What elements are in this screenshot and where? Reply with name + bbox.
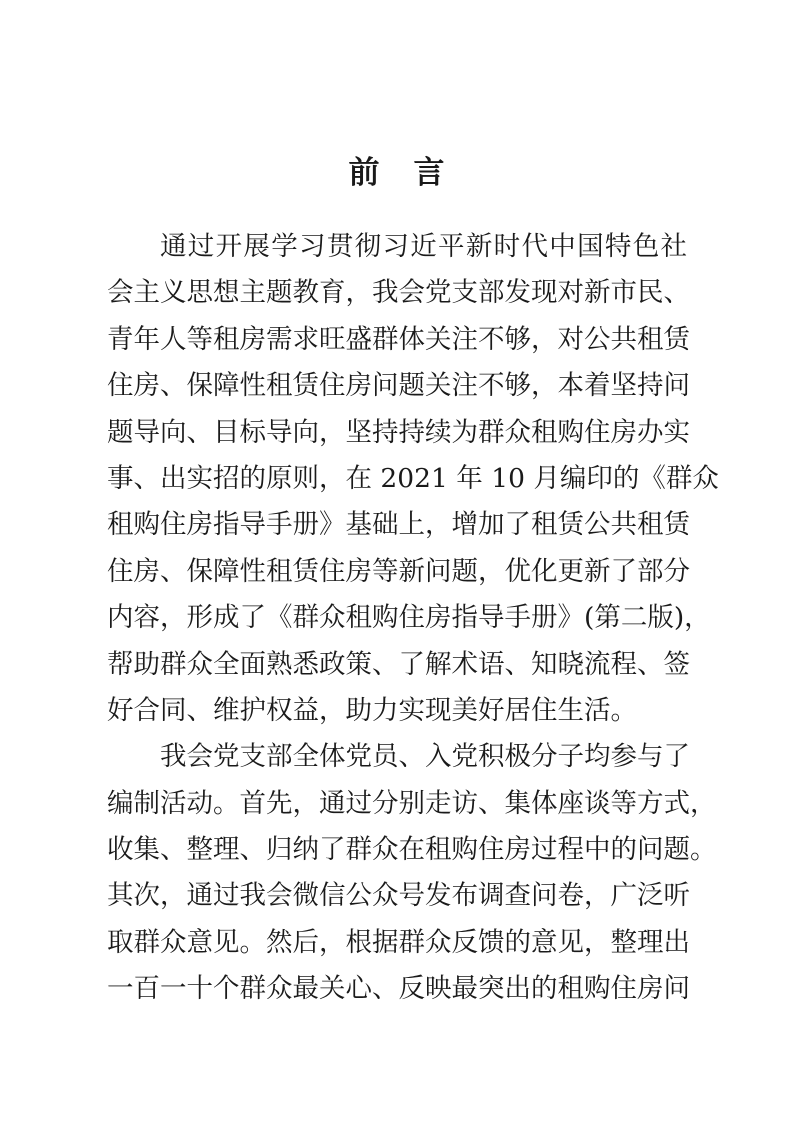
- paragraph-2-line-1: 我会党支部全体党员、入党积极分子均参与了: [160, 741, 690, 773]
- paragraph-1-line-7: 租购住房指导手册》基础上，增加了租赁公共租赁: [107, 509, 690, 541]
- paragraph-1-line-11: 好合同、维护权益，助力实现美好居住生活。: [107, 694, 637, 726]
- preface-body: [107, 224, 719, 1013]
- paragraph-1-line-2: 会主义思想主题教育，我会党支部发现对新市民、: [107, 277, 690, 309]
- paragraph-2-line-5: 取群众意见。然后，根据群众反馈的意见，整理出: [107, 926, 690, 958]
- paragraph-2-line-4: 其次，通过我会微信公众号发布调查问卷，广泛听: [107, 880, 690, 912]
- paragraph-1-line-9: 内容，形成了《群众租购住房指导手册》(第二版)，: [107, 602, 711, 634]
- paragraph-1-line-6: 事、出实招的原则，在 2021 年 10 月编印的《群众: [107, 462, 719, 494]
- paragraph-1-line-10: 帮助群众全面熟悉政策、了解术语、知晓流程、签: [107, 648, 690, 680]
- paragraph-1-line-1: 通过开展学习贯彻习近平新时代中国特色社: [160, 231, 687, 262]
- paragraph-1-line-3: 青年人等租房需求旺盛群体关注不够，对公共租赁: [107, 323, 690, 355]
- paragraph-1-line-8: 住房、保障性租赁住房等新问题，优化更新了部分: [107, 555, 690, 587]
- paragraph-1-line-5: 题导向、目标导向，坚持持续为群众租购住房办实: [107, 416, 690, 448]
- page-title: [0, 150, 793, 196]
- page-title-char-2: 言: [413, 155, 445, 191]
- paragraph-2-line-6: 一百一十个群众最关心、反映最突出的租购住房问: [107, 973, 690, 1005]
- paragraph-1-line-4: 住房、保障性租赁住房问题关注不够，本着坚持问: [107, 370, 690, 402]
- paragraph-2-line-3: 收集、整理、归纳了群众在租购住房过程中的问题。: [107, 834, 717, 866]
- paragraph-2-line-2: 编制活动。首先，通过分别走访、集体座谈等方式，: [107, 787, 717, 819]
- page-title-char-1: 前: [348, 155, 380, 191]
